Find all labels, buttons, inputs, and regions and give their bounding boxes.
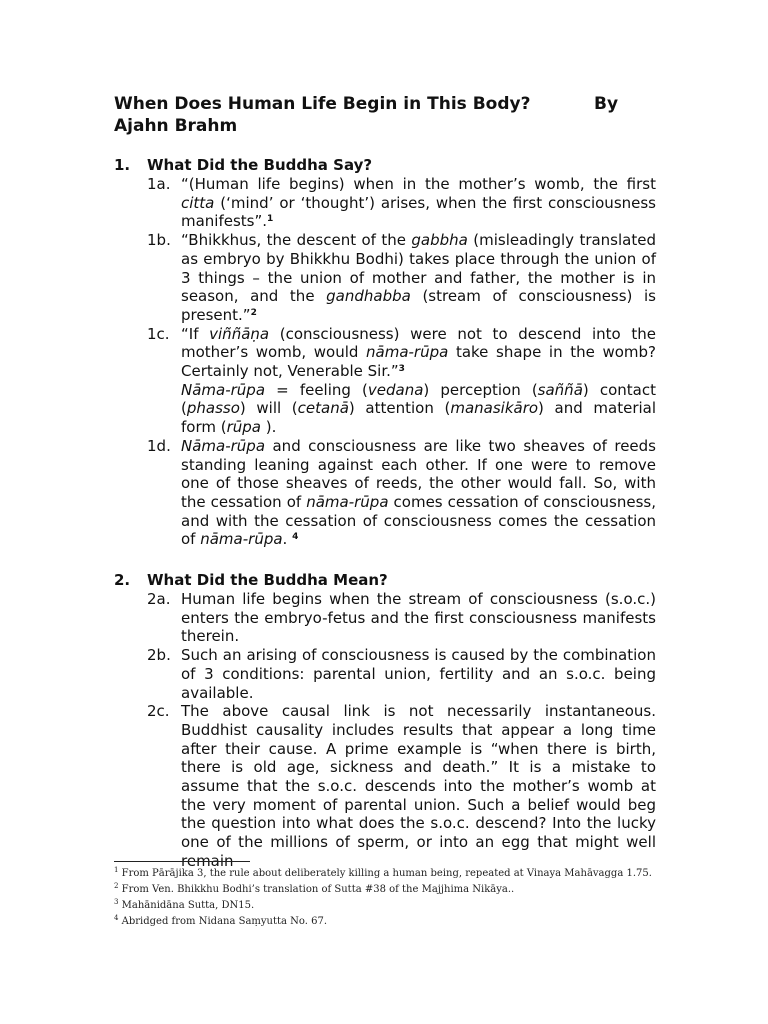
footnote-ref: 4 [292, 532, 299, 543]
item-text: “Bhikkhus, the descent of the gabbha (misleadingly translated as embryo by Bhikkhu Bodhi) takes place through the union of 3 things – the union of mother and father, the mother is in season, and the gandhabba (stream of consciousness) is present.”$^2$ [181, 231, 656, 324]
item-text: The above causal link is not necessarily instantaneous. Buddhist causality includes results that appear a long time after their cause. A prime example is “when there is birth, there is old age, sickness and death.” It is a mistake to assume that the s.o.c. descends into the mother’s womb at the very moment of parental union. Such a belief would beg the question into what does the s.o.c. descend? Into the lucky one of the millions of sperm, or into an egg that might well remain [181, 702, 656, 870]
footnote-divider [114, 861, 250, 862]
list-item-1c [114, 325, 656, 437]
footnote: $^4$ Abridged from Nidana Saṃyutta No. 67. [114, 914, 328, 927]
author-name: Ajahn Brahm [114, 116, 238, 136]
title-by: By [594, 94, 619, 114]
list-item-2c [114, 702, 656, 870]
item-text: “(Human life begins) when in the mother’s womb, the first citta (‘mind’ or ‘thought’) arises, when the first consciousness manifests”.$^1$ [181, 175, 656, 231]
item-text: “If viññāṇa (consciousness) were not to descend into the mother’s womb, would nāma-rūpa take shape in the womb? Certainly not, Venerable Sir.”$^3$ Nāma-rūpa = feeling (vedana) perception (saññā) contact (phasso) will (cetanā) attention (manasikāro) and material form (rūpa ). [181, 324, 657, 437]
title-text: When Does Human Life Begin in This Body? [114, 94, 531, 114]
section-2 [114, 571, 656, 871]
list-item-2b [114, 646, 656, 702]
item-marker: 2c. [147, 702, 170, 721]
footnote-ref: 1 [267, 214, 274, 225]
section-heading [114, 156, 656, 175]
item-text: Human life begins when the stream of consciousness (s.o.c.) enters the embryo-fetus and the first consciousness manifests therein. [181, 590, 656, 646]
section-title: What Did the Buddha Mean? [147, 571, 388, 589]
footnote: $^2$ From Ven. Bhikkhu Bodhi’s translation of Sutta #38 of the Majjhima Nikāya.. [114, 882, 515, 895]
item-marker: 2b. [147, 646, 171, 665]
item-marker: 1a. [147, 175, 171, 193]
section-number: 2. [114, 571, 131, 589]
list-item-1b [114, 231, 656, 325]
section-title: What Did the Buddha Say? [147, 156, 373, 174]
section-number: 1. [114, 156, 131, 174]
section-heading [114, 571, 656, 590]
list-item-1a [114, 175, 656, 231]
list-item-2a [114, 590, 656, 646]
item-text: Such an arising of consciousness is caused by the combination of 3 conditions: parental union, fertility and an s.o.c. being available. [181, 646, 656, 702]
item-marker: 1c. [147, 324, 170, 343]
footnotes [114, 866, 674, 930]
list-item-1d [114, 437, 656, 549]
item-text: Nāma-rūpa and consciousness are like two sheaves of reeds standing leaning against each other. If one were to remove one of those sheaves of reeds, the other would fall. So, with the cessation of nāma-rūpa comes cessation of consciousness, and with the cessation of consciousness comes the cessation of nāma-rūpa. $^4$ [181, 436, 656, 549]
footnote-ref: 2 [250, 307, 257, 318]
footnote: $^3$ Mahānidāna Sutta, DN15. [114, 898, 255, 911]
section-1 [114, 156, 656, 549]
item-marker: 2a. [147, 590, 171, 608]
document-title [114, 93, 636, 137]
footnote-ref: 3 [398, 364, 405, 375]
item-marker: 1d. [147, 436, 171, 455]
item-marker: 1b. [147, 231, 171, 250]
footnote: $^1$ From Pārājika 3, the rule about deliberately killing a human being, repeated at Vinaya Mahāvagga 1.75. [114, 866, 652, 879]
